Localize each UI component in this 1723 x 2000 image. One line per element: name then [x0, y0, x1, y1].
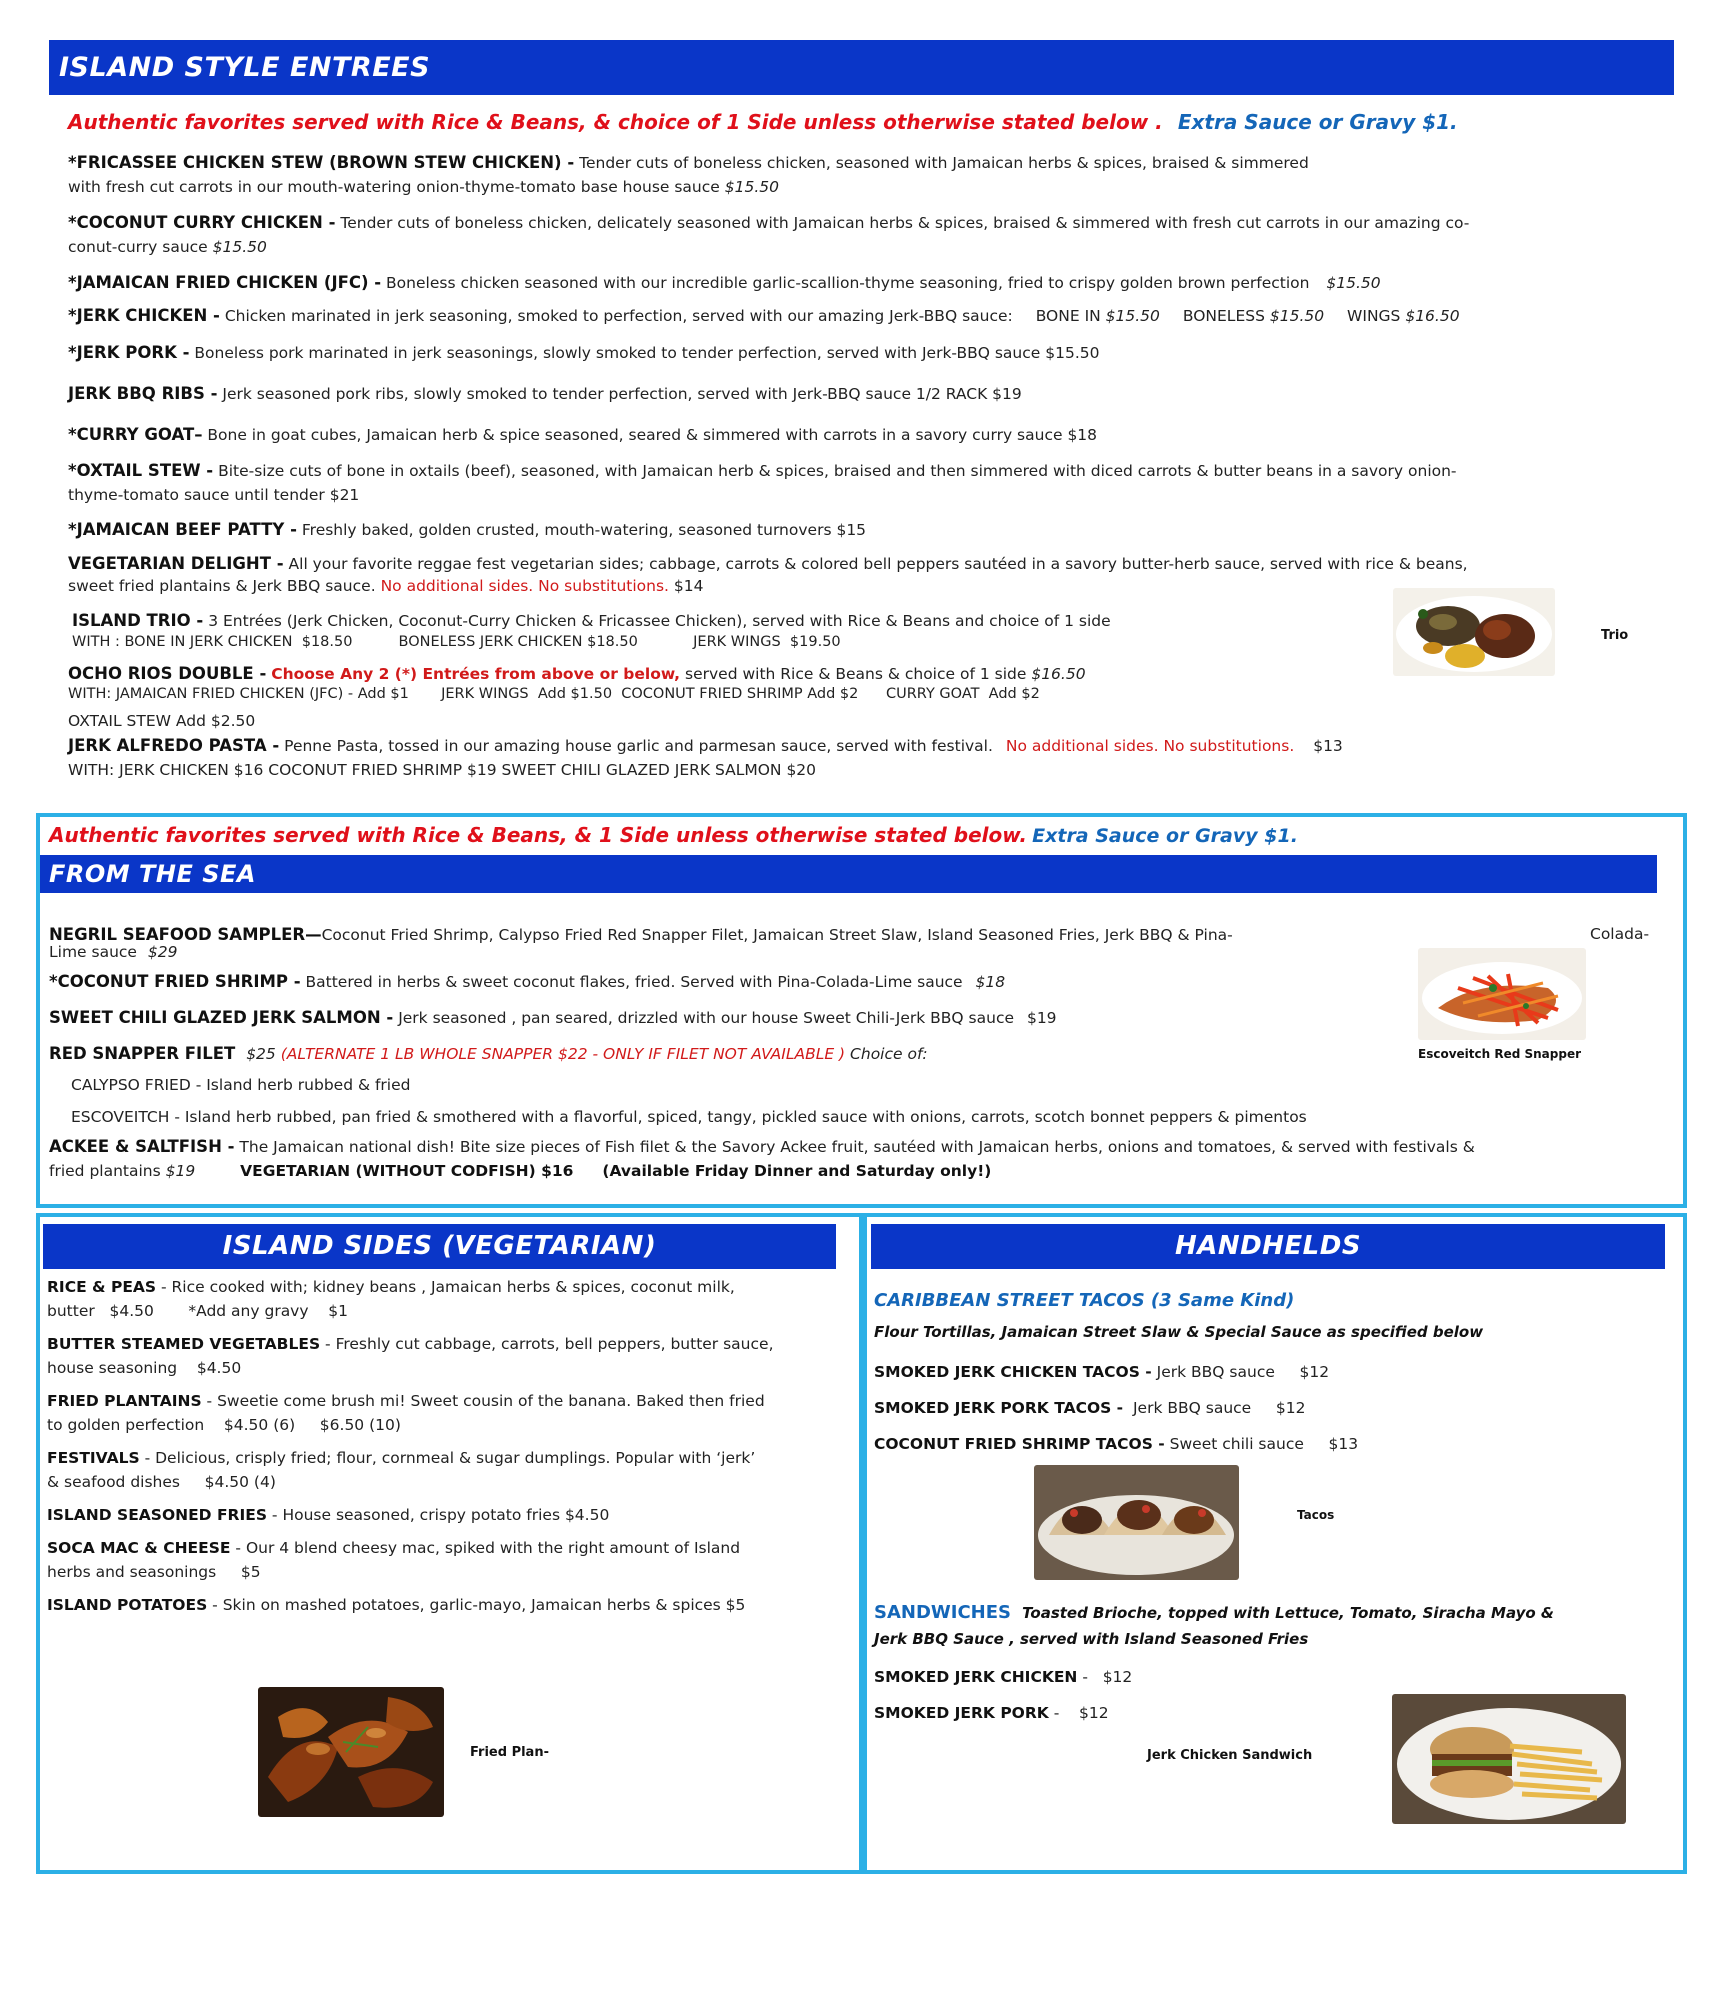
- taco-desc: Jerk BBQ sauce $12: [1156, 1363, 1330, 1381]
- trio-options: WITH : BONE IN JERK CHICKEN $18.50 BONELESS JERK CHICKEN $18.50 JERK WINGS $19.50: [72, 634, 841, 650]
- sampler-desc-tail: Colada-: [1590, 925, 1650, 943]
- taco-name: COCONUT FRIED SHRIMP TACOS -: [874, 1435, 1165, 1453]
- sandwich-price: - $12: [1048, 1704, 1109, 1722]
- tacos-subtitle: Flour Tortillas, Jamaican Street Slaw & Special Sauce as specified below: [874, 1323, 1484, 1341]
- entree-name: *FRICASSEE CHICKEN STEW (BROWN STEW CHICKEN) -: [68, 153, 575, 172]
- entree-desc: Boneless chicken seasoned with our incredible garlic-scallion-thyme seasoning, fried to crispy golden brown perfection: [386, 274, 1310, 292]
- entree-price: $15.50: [212, 238, 267, 256]
- tacos-photo: [1034, 1465, 1239, 1580]
- entree-desc: Chicken marinated in jerk seasoning, smoked to perfection, served with our amazing Jerk-BBQ sauce:: [224, 307, 1013, 325]
- sea-item-price: $18: [975, 973, 1006, 991]
- entrees-header: ISLAND STYLE ENTREES: [49, 40, 1674, 95]
- side-desc: - House seasoned, crispy potato fries $4.50: [267, 1506, 610, 1524]
- sea-header: FROM THE SEA: [40, 855, 1657, 893]
- sea-item-name: RED SNAPPER FILET: [49, 1044, 236, 1063]
- entree-price: $16.50: [1405, 307, 1460, 325]
- handhelds-header: HANDHELDS: [871, 1224, 1665, 1269]
- entree-name: ISLAND TRIO -: [72, 611, 204, 630]
- entree-desc: served with Rice & Beans & choice of 1 side: [685, 665, 1027, 683]
- sandwich-item: [874, 1695, 1374, 1731]
- side-desc: - Skin on mashed potatoes, garlic-mayo, Jamaican herbs & spices $5: [207, 1596, 746, 1614]
- entree-price: $15.50: [724, 178, 779, 196]
- sea-item-desc: Battered in herbs & sweet coconut flakes, fried. Served with Pina-Colada-Lime sauce: [305, 973, 963, 991]
- jerk-alfredo: [68, 734, 1668, 782]
- plantain-caption: Fried Plan-: [470, 1745, 549, 1760]
- entree-desc: 3 Entrées (Jerk Chicken, Coconut-Curry Chicken & Fricassee Chicken), served with Rice & Beans and choice of 1 side: [208, 612, 1111, 630]
- side-desc: - Our 4 blend cheesy mac, spiked with the right amount of Island: [230, 1539, 741, 1557]
- sandwich-caption: Jerk Chicken Sandwich: [1147, 1748, 1313, 1763]
- side-item: [47, 1389, 857, 1437]
- entree-name: *JAMAICAN BEEF PATTY -: [68, 520, 297, 539]
- sea-item: [49, 970, 1349, 994]
- entree-name: *COCONUT CURRY CHICKEN -: [68, 213, 336, 232]
- entree-name: *CURRY GOAT–: [68, 425, 203, 444]
- entree-price: $16.50: [1031, 665, 1086, 683]
- ocho-options-cont: OXTAIL STEW Add $2.50: [68, 712, 256, 730]
- side-desc: - Freshly cut cabbage, carrots, bell peppers, butter sauce,: [320, 1335, 774, 1353]
- side-desc: - Rice cooked with; kidney beans , Jamaican herbs & spices, coconut milk,: [156, 1278, 735, 1296]
- sea-item-desc-cont: Lime sauce: [49, 943, 137, 961]
- sea-item-desc: - Island herb rubbed & fried: [195, 1076, 411, 1094]
- sea-item-price: $29: [147, 943, 178, 961]
- sandwich-price: - $12: [1077, 1668, 1133, 1686]
- taco-item: [874, 1390, 1664, 1426]
- entree-price: $13: [1313, 737, 1343, 755]
- entree-desc-cont: sweet fried plantains & Jerk BBQ sauce.: [68, 577, 376, 595]
- entree-item: [68, 341, 1668, 365]
- entree-desc: Jerk seasoned pork ribs, slowly smoked to tender perfection, served with Jerk-BBQ sauce 1/2 RACK $19: [222, 385, 1022, 403]
- taco-desc: Sweet chili sauce $13: [1169, 1435, 1359, 1453]
- entrees-note: [68, 110, 1688, 134]
- entree-desc: Freshly baked, golden crusted, mouth-watering, seasoned turnovers $15: [301, 521, 867, 539]
- sea-note: [49, 823, 1649, 847]
- sea-item: [49, 1042, 1349, 1066]
- taco-name: SMOKED JERK PORK TACOS -: [874, 1399, 1124, 1417]
- ocho-options: WITH: JAMAICAN FRIED CHICKEN (JFC) - Add $1 JERK WINGS Add $1.50 COCONUT FRIED SHRIMP Add $2 CURRY GOAT Add $2: [68, 686, 1040, 702]
- side-desc-cont: to golden perfection $4.50 (6) $6.50 (10): [47, 1416, 401, 1434]
- sea-item-desc-cont: fried plantains: [49, 1162, 161, 1180]
- ackee-availability: (Available Friday Dinner and Saturday only!): [602, 1162, 992, 1180]
- entree-desc-cont: with fresh cut carrots in our mouth-watering onion-thyme-tomato base house sauce: [68, 178, 720, 196]
- side-item: [47, 1446, 857, 1494]
- side-item: [47, 1275, 857, 1323]
- sea-item-desc: Jerk seasoned , pan seared, drizzled with our house Sweet Chili-Jerk BBQ sauce: [398, 1009, 1015, 1027]
- sea-note-red: Authentic favorites served with Rice & Beans, & 1 Side unless otherwise stated below.: [49, 823, 1028, 847]
- entree-option: BONE IN: [1035, 307, 1101, 325]
- sea-item: [71, 1105, 1671, 1129]
- sea-item-name: ESCOVEITCH: [71, 1108, 170, 1126]
- entree-desc-cont: conut-curry sauce: [68, 238, 208, 256]
- entree-item: [68, 151, 1668, 199]
- sea-item-desc: - Island herb rubbed, pan fried & smothered with a flavorful, spiced, tangy, pickled sauce with onions, carrots, scotch bonnet peppers & pimentos: [174, 1108, 1307, 1126]
- sandwiches-subtitle: Toasted Brioche, topped with Lettuce, Tomato, Siracha Mayo &: [1022, 1604, 1554, 1622]
- alfredo-options: WITH: JERK CHICKEN $16 COCONUT FRIED SHRIMP $19 SWEET CHILI GLAZED JERK SALMON $20: [68, 761, 817, 779]
- choose-any-two-note: Choose Any 2 (*) Entrées from above or below,: [271, 665, 681, 683]
- sandwiches-title: SANDWICHES: [874, 1602, 1011, 1623]
- entree-price: $14: [673, 577, 704, 595]
- entree-option: BONELESS: [1182, 307, 1265, 325]
- sandwich-list: [874, 1659, 1374, 1731]
- fried-plantain-photo: [258, 1687, 444, 1817]
- entree-desc: Tender cuts of boneless chicken, delicately seasoned with Jamaican herbs & spices, braised & simmered with fresh cut carrots in our amazing co-: [340, 214, 1470, 232]
- side-desc-cont: house seasoning $4.50: [47, 1359, 242, 1377]
- entree-desc: Boneless pork marinated in jerk seasonings, slowly smoked to tender perfection, served with Jerk-BBQ sauce $15.50: [194, 344, 1100, 362]
- side-item: [47, 1593, 857, 1617]
- sea-item: [49, 1006, 1349, 1030]
- side-desc-cont: & seafood dishes $4.50 (4): [47, 1473, 276, 1491]
- taco-item: [874, 1426, 1664, 1462]
- taco-name: SMOKED JERK CHICKEN TACOS -: [874, 1363, 1152, 1381]
- sea-item-price: $25: [246, 1045, 276, 1063]
- entree-item: [68, 271, 1668, 295]
- side-item: [47, 1332, 857, 1380]
- entree-name: OCHO RIOS DOUBLE -: [68, 664, 267, 683]
- no-substitutions-note: No additional sides. No substitutions.: [1005, 737, 1295, 755]
- entree-name: *OXTAIL STEW -: [68, 461, 214, 480]
- entree-item: [68, 211, 1668, 259]
- side-name: FRIED PLANTAINS: [47, 1392, 202, 1410]
- trio-caption: Trio: [1601, 628, 1629, 643]
- sea-note-blue: Extra Sauce or Gravy $1.: [1032, 825, 1298, 847]
- entree-option: WINGS: [1347, 307, 1401, 325]
- tacos-caption: Tacos: [1297, 1508, 1335, 1522]
- entrees-note-red: Authentic favorites served with Rice & Beans, & choice of 1 Side unless otherwise stated below .: [68, 110, 1163, 134]
- sea-item-desc: Coconut Fried Shrimp, Calypso Fried Red Snapper Filet, Jamaican Street Slaw, Island Seasoned Fries, Jerk BBQ & Pina-: [321, 926, 1233, 944]
- side-name: ISLAND SEASONED FRIES: [47, 1506, 267, 1524]
- taco-item: [874, 1354, 1664, 1390]
- sea-item-price: $19: [1026, 1009, 1057, 1027]
- taco-desc: Jerk BBQ sauce $12: [1128, 1399, 1306, 1417]
- entree-name: JERK BBQ RIBS -: [68, 384, 218, 403]
- entree-desc: Penne Pasta, tossed in our amazing house garlic and parmesan sauce, served with festival.: [284, 737, 993, 755]
- sandwich-item: [874, 1659, 1374, 1695]
- entree-name: *JERK PORK -: [68, 343, 190, 362]
- entree-item: [68, 459, 1668, 507]
- entree-name: *JERK CHICKEN -: [68, 306, 220, 325]
- jerk-chicken-sandwich-photo: [1392, 1694, 1626, 1824]
- sandwich-name: SMOKED JERK CHICKEN: [874, 1668, 1078, 1686]
- sea-item-desc: The Jamaican national dish! Bite size pieces of Fish filet & the Savory Ackee fruit, sautéed with Jamaican herbs, onions and tomatoes, & served with festivals &: [239, 1138, 1475, 1156]
- entree-price: $15.50: [1326, 274, 1381, 292]
- entree-name: *JAMAICAN FRIED CHICKEN (JFC) -: [68, 273, 382, 292]
- sea-item-price: $19: [165, 1162, 196, 1180]
- entree-item: [68, 518, 1668, 542]
- side-desc-cont: butter $4.50 *Add any gravy $1: [47, 1302, 348, 1320]
- entree-name: JERK ALFREDO PASTA -: [68, 736, 280, 755]
- entrees-note-blue: Extra Sauce or Gravy $1.: [1177, 110, 1458, 134]
- side-item: [47, 1536, 857, 1584]
- entree-desc-cont: thyme-tomato sauce until tender $21: [68, 486, 360, 504]
- entree-desc: Bite-size cuts of bone in oxtails (beef), seasoned, with Jamaican herb & spices, braised and then simmered with diced carrots & butter beans in a savory onion-: [218, 462, 1457, 480]
- sea-item-name: SWEET CHILI GLAZED JERK SALMON -: [49, 1008, 394, 1027]
- side-desc: - Delicious, crisply fried; flour, cornmeal & sugar dumplings. Popular with ‘jerk’: [139, 1449, 756, 1467]
- no-substitutions-note: No additional sides. No substitutions.: [380, 577, 669, 595]
- sea-item-name: CALYPSO FRIED: [71, 1076, 191, 1094]
- side-desc-cont: herbs and seasonings $5: [47, 1563, 261, 1581]
- snapper-photo: [1418, 948, 1586, 1040]
- entree-desc: Bone in goat cubes, Jamaican herb & spice seasoned, seared & simmered with carrots in a savory curry sauce $18: [207, 426, 1098, 444]
- sandwiches-heading: [874, 1600, 1664, 1652]
- side-name: SOCA MAC & CHEESE: [47, 1539, 231, 1557]
- sea-item-name: *COCONUT FRIED SHRIMP -: [49, 972, 301, 991]
- side-name: RICE & PEAS: [47, 1278, 157, 1296]
- side-desc: - Sweetie come brush mi! Sweet cousin of the banana. Baked then fried: [201, 1392, 765, 1410]
- sandwich-name: SMOKED JERK PORK: [874, 1704, 1049, 1722]
- negril-sampler: [49, 926, 1409, 961]
- side-name: BUTTER STEAMED VEGETABLES: [47, 1335, 321, 1353]
- ocho-rios-double: [68, 664, 1398, 731]
- sea-item-name: NEGRIL SEAFOOD SAMPLER—: [49, 925, 322, 944]
- snapper-alternate-note: (ALTERNATE 1 LB WHOLE SNAPPER $22 - ONLY IF FILET NOT AVAILABLE ): [280, 1045, 846, 1063]
- entree-desc: All your favorite reggae fest vegetarian sides; cabbage, carrots & colored bell peppers sautéed in a savory butter-herb sauce, served with rice & beans,: [288, 555, 1468, 573]
- ackee-vegetarian: VEGETARIAN (WITHOUT CODFISH) $16: [240, 1162, 574, 1180]
- ackee-saltfish: [49, 1135, 1669, 1183]
- side-name: ISLAND POTATOES: [47, 1596, 208, 1614]
- trio-photo: [1393, 588, 1555, 676]
- sea-item: [71, 1073, 1371, 1097]
- entree-item: [68, 304, 1688, 328]
- entree-desc: Tender cuts of boneless chicken, seasoned with Jamaican herbs & spices, braised & simmered: [579, 154, 1309, 172]
- sides-header: ISLAND SIDES (VEGETARIAN): [43, 1224, 836, 1269]
- island-trio: [72, 611, 1392, 652]
- entree-item: [68, 382, 1668, 406]
- snapper-choice: Choice of:: [850, 1045, 928, 1063]
- side-item: [47, 1503, 857, 1527]
- tacos-list: [874, 1354, 1664, 1462]
- sides-list: [47, 1275, 857, 1617]
- entree-price: $15.50: [1105, 307, 1160, 325]
- entree-name: VEGETARIAN DELIGHT -: [68, 554, 284, 573]
- tacos-title: [874, 1290, 1664, 1311]
- entree-price: $15.50: [1269, 307, 1325, 325]
- snapper-caption: Escoveitch Red Snapper: [1418, 1047, 1582, 1061]
- sandwiches-subtitle-cont: Jerk BBQ Sauce , served with Island Seasoned Fries: [874, 1630, 1309, 1648]
- side-name: FESTIVALS: [47, 1449, 140, 1467]
- entree-item: [68, 423, 1668, 447]
- sea-item-name: ACKEE & SALTFISH -: [49, 1137, 235, 1156]
- tacos-title-text: CARIBBEAN STREET TACOS (3 Same Kind): [874, 1290, 1295, 1311]
